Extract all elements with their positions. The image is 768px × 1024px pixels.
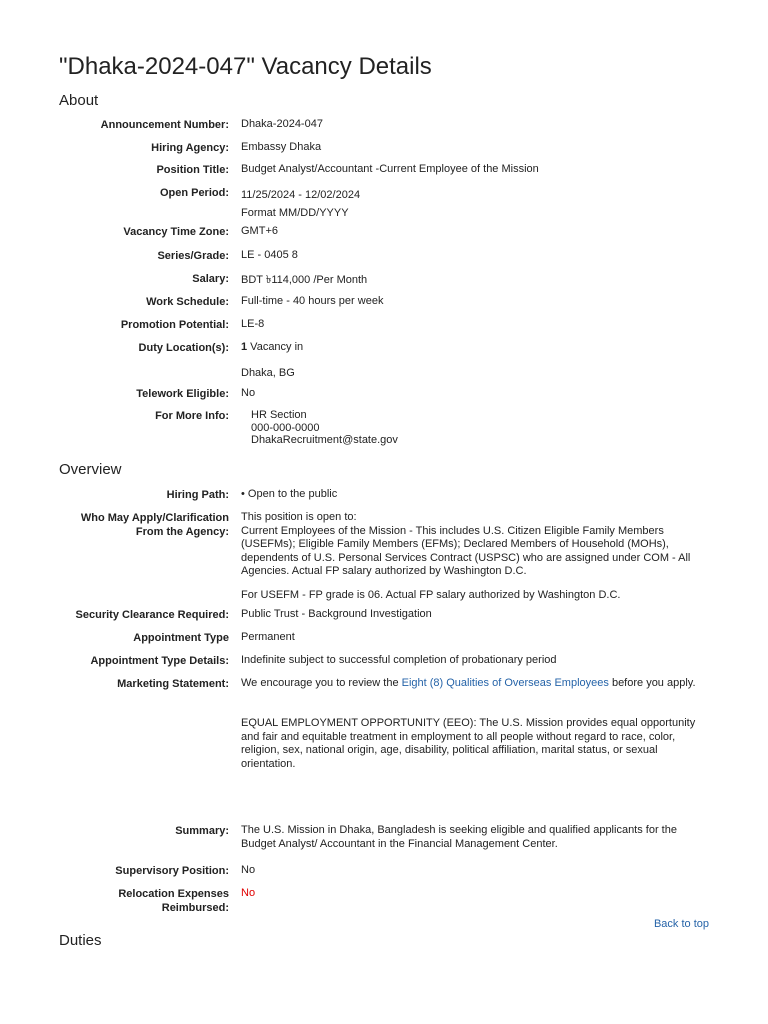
duty-location-value (241, 341, 711, 355)
who-may-apply-label: Who May Apply/Clarification From the Agency: (80, 512, 229, 538)
usefm-grade-note: For USEFM - FP grade is 06. Actual FP salary authorized by Washington D.C. (241, 589, 621, 601)
who-may-apply-value (241, 511, 703, 579)
appointment-type-label: Appointment Type (133, 632, 229, 644)
section-heading-overview: Overview (59, 461, 122, 478)
series-grade-label: Series/Grade: (157, 250, 229, 262)
security-clearance-label: Security Clearance Required: (75, 609, 229, 621)
open-period-dates: 11/25/2024 - 12/02/2024 (241, 189, 361, 201)
eligibility-details: Current Employees of the Mission - This includes U.S. Citizen Eligible Family Members (USEFMs); Eligible Family Members (EFMs); Declared Members of Household (MOHs), dependents of U.S. Personal Services Contract (USPSC) who are assigned under COM - All Agencies. Actual FP salary authorized by Washington D.C. (241, 524, 691, 577)
section-heading-about: About (59, 92, 99, 109)
duty-location-label: Duty Location(s): (138, 342, 229, 354)
security-clearance-value: Public Trust - Background Investigation (241, 608, 432, 620)
appointment-type-value: Permanent (241, 631, 295, 643)
contact-phone: 000-000-0000 (251, 421, 320, 434)
eligibility-intro: This position is open to: (241, 511, 357, 523)
position-title-value: Budget Analyst/Accountant -Current Employee of the Mission (241, 163, 539, 175)
open-period-label: Open Period: (159, 187, 229, 199)
announcement-number-label: Announcement Number: (100, 119, 229, 131)
supervisory-position-value: No (241, 864, 256, 876)
telework-value: No (241, 387, 256, 399)
time-zone-label: Vacancy Time Zone: (123, 226, 229, 238)
appointment-details-label: Appointment Type Details: (90, 655, 229, 667)
marketing-statement-label: Marketing Statement: (117, 678, 229, 690)
salary-value: BDT ৳114,000 /Per Month (241, 274, 368, 286)
work-schedule-value: Full-time - 40 hours per week (241, 295, 384, 307)
relocation-label: Relocation Expenses Reimbursed: (118, 888, 229, 914)
section-heading-duties: Duties (59, 932, 102, 949)
supervisory-position-label: Supervisory Position: (115, 865, 229, 877)
page-title: "Dhaka-2024-047" Vacancy Details (59, 53, 432, 80)
eeo-statement: EQUAL EMPLOYMENT OPPORTUNITY (EEO): The U.S. Mission provides equal opportunity and fair and equitable treatment in employment to all people without regard to race, color, religion, sex, national origin, age, disability, political affiliation, marital status, or sexual orientation. (241, 717, 696, 770)
telework-label: Telework Eligible: (136, 388, 229, 400)
hiring-path-item: • Open to the public (241, 488, 711, 502)
hiring-path-value (241, 488, 711, 502)
position-title-label: Position Title: (156, 164, 229, 176)
hiring-agency-label: Hiring Agency: (151, 142, 229, 154)
work-schedule-label: Work Schedule: (146, 296, 229, 308)
salary-label: Salary: (192, 273, 229, 285)
date-format-hint: Format MM/DD/YYYY (241, 207, 349, 219)
duty-location-city: Dhaka, BG (241, 367, 295, 379)
open-period-value (241, 186, 711, 222)
hiring-path-label: Hiring Path: (166, 489, 229, 501)
series-grade-value: LE - 0405 8 (241, 249, 298, 261)
promotion-potential-value: LE-8 (241, 318, 265, 330)
time-zone-value: GMT+6 (241, 225, 278, 237)
back-to-top-link[interactable]: Back to top (653, 918, 709, 930)
promotion-potential-label: Promotion Potential: (120, 319, 229, 331)
summary-label: Summary: (175, 825, 229, 837)
contact-name: HR Section (251, 409, 307, 421)
more-info-label: For More Info: (155, 410, 229, 422)
appointment-details-value: Indefinite subject to successful completion of probationary period (241, 654, 557, 666)
summary-value: The U.S. Mission in Dhaka, Bangladesh is seeking eligible and qualified applicants for the Budget Analyst/ Accountant in the Financial Management Center. (241, 824, 677, 850)
more-info-contact (251, 409, 721, 447)
vacancy-count: 1 Vacancy in (241, 341, 304, 353)
contact-email: DhakaRecruitment@state.gov (251, 434, 398, 446)
relocation-value: No (241, 887, 256, 899)
hiring-agency-value: Embassy Dhaka (241, 141, 322, 153)
eight-qualities-link[interactable]: Eight (8) Qualities of Overseas Employees (401, 677, 609, 689)
announcement-number-value: Dhaka-2024-047 (241, 118, 323, 130)
marketing-statement-value: We encourage you to review the Eight (8) Qualities of Overseas Employees before you apply. (241, 677, 696, 689)
